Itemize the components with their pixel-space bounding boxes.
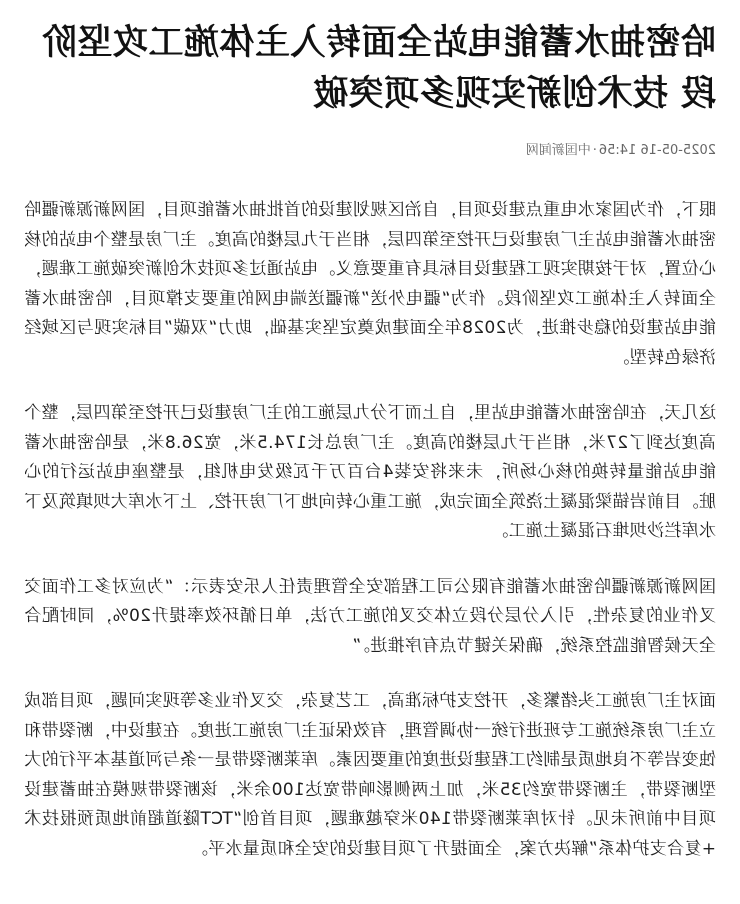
article-meta: [24, 142, 716, 160]
article-paragraph: 这几天，在哈密抽水蓄能电站里，自上而下分九层施工的主厂房建设已开挖至第四层，整个高度达到了27米，相当于九层楼的高度。主厂房总长174.5米，宽26.8米，是哈密抽水蓄能电站能量转换的核心场所，未来将安装4台百万千瓦级发电机组，是整座电站运行的心脏。目前岩锚梁混凝土浇筑全面完成，施工重心转向地下厂房开挖、上下水库大坝填筑及下水库拦沙坝堆石混凝土施工。: [24, 403, 716, 541]
article-paragraph: 眼下，作为国家水电重点建设项目，自治区规划建设的首批抽水蓄能项目，国网新源新疆哈密抽水蓄能电站主厂房建设已开挖至第四层，相当于九层楼的高度。主厂房是整个电站的核心位置，对于按期实现工程建设目标具有重要意义。电站通过多项技术创新突破施工难题，全面转入主体施工攻坚阶段。作为“疆电外送”新疆送端电网的重要支撑项目，哈密抽水蓄能电站建设的稳步推进，为2028年全面建成奠定坚实基础，助力“双碳”目标实现与区域经济绿色转型。: [24, 200, 716, 368]
article-paragraph: 面对主厂房施工头绪繁多，开挖支护标准高，工艺复杂，交叉作业多等现实问题，项目部成立主厂房系统施工专班进行统一协调管理，有效保证主厂房施工进度。在建设中，断裂带和蚀变岩等不良地质是制约工程建设进度的重要因素。库莱断裂带是一条与河道基本平行的大型断裂带，主断裂带宽约35米，加上两侧影响带宽达100余米，该断裂带规模在抽蓄建设项目中前所未见。针对库莱断裂带140米穿越难题，项目首创“TCT隧道超前地质预报技术+复合支护体系”解决方案，全面提升了项目建设的安全和质量水平。: [24, 691, 716, 859]
meta-separator: ·: [592, 143, 597, 158]
news-source[interactable]: 中国新闻网: [525, 143, 591, 158]
article-title: 哈密抽水蓄能电站全面转入主体施工攻坚阶段 技术创新实现多项突破: [41, 23, 716, 114]
article-paragraph: 国网新源新疆哈密抽水蓄能有限公司工程部安全管理责任人乐安表示：“为应对多工作面交叉作业的复杂性，引入分层分段立体交叉的施工方法，单日循环效率提升20%，同时配合全天候智能监控系统，确保关键节点有序推进。”: [24, 576, 716, 656]
publish-timestamp: 2025-05-16 14:56: [598, 143, 716, 158]
article-body: [24, 196, 716, 864]
